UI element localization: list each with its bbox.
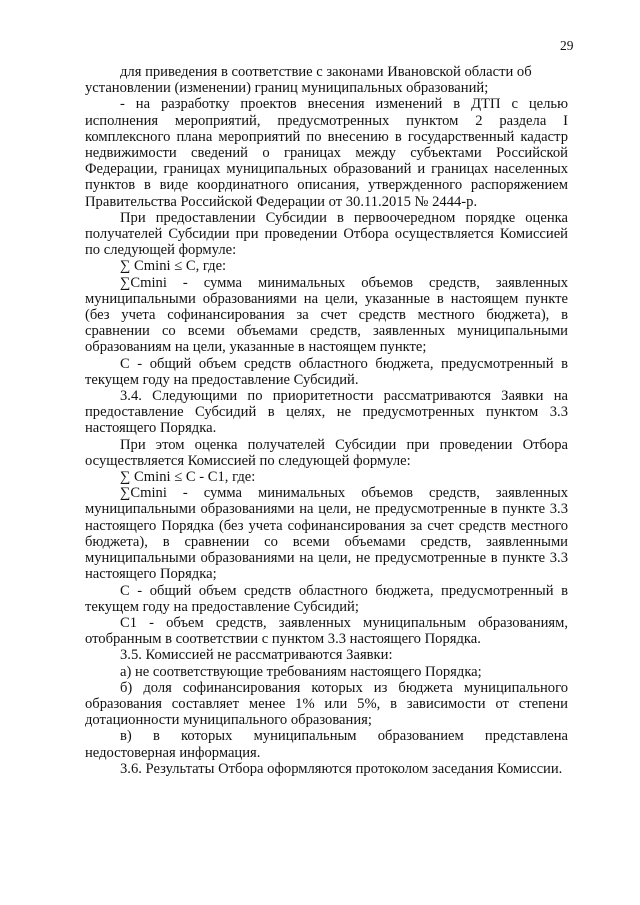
paragraph-5: ∑Cmini - сумма минимальных объемов средств, заявленных муниципальными образованиями на цели, указанные в настоящем пункте (без учета софинансирования за счет средств местного бюджета), в сравнении со всеми объемами средств, заявленных муниципальными образованиям на цели, указанные в настоящем пункте; <box>85 274 568 356</box>
paragraph-8: При этом оценка получателей Субсидии при проведении Отбора осуществляется Комиссией по следующей формуле: <box>85 436 568 469</box>
formula-2: ∑ Cmini ≤ C - C1, где: <box>120 469 256 486</box>
paragraph-6: C - общий объем средств областного бюджета, предусмотренный в текущем году на предоставление Субсидий. <box>85 355 568 388</box>
paragraph-12: C1 - объем средств, заявленных муниципальным образованиям, отобранным в соответствии с пунктом 3.3 настоящего Порядка. <box>85 614 568 648</box>
paragraph-10: ∑Cmini - сумма минимальных объемов средств, заявленных муниципальными образованиями на цели, не предусмотренные в пункте 3.3 настоящего Порядка (без учета софинансирования за счет средств местного бюджета), в сравнении со всеми объемами средств, заявленными муниципальными образованиями на цели, не предусмотренные в пункте 3.3 настоящего Порядка; <box>85 485 568 583</box>
paragraph-1-continuation: установлении (изменении) границ муниципальных образований; <box>85 80 489 97</box>
paragraph-15: б) доля софинансирования которых из бюджета муниципального образования составляет менее 1% или 5%, в зависимости от степени дотационности муниципального образования; <box>85 679 568 729</box>
paragraph-2: - на разработку проектов внесения изменений в ДТП с целью исполнения мероприятий, предусмотренных пунктом 2 раздела I комплексного плана мероприятий по внесению в государственный кадастр недвижимости сведений о границах между субъектами Российской Федерации, границах муниципальных образований и границах населенных пунктов в виде координатного описания, утвержденного распоряжением Правительства Российской Федерации от 30.11.2015 № 2444-р. <box>85 96 568 210</box>
paragraph-11: C - общий объем средств областного бюджета, предусмотренный в текущем году на предоставление Субсидий; <box>85 582 568 615</box>
document-body <box>85 64 568 777</box>
paragraph-17: 3.6. Результаты Отбора оформляются протоколом заседания Комиссии. <box>120 760 563 777</box>
paragraph-14: а) не соответствующие требованиям настоящего Порядка; <box>120 663 482 680</box>
paragraph-7: 3.4. Следующими по приоритетности рассматриваются Заявки на предоставление Субсидий в целях, не предусмотренных пунктом 3.3 настоящего Порядка. <box>85 388 568 437</box>
paragraph-3: При предоставлении Субсидии в первоочередном порядке оценка получателей Субсидии при проведении Отбора осуществляется Комиссией по следующей формуле: <box>85 209 568 259</box>
formula-1: ∑ Cmini ≤ C, где: <box>120 258 227 275</box>
paragraph-16: в) в которых муниципальным образованием представлена недостоверная информация. <box>85 728 568 761</box>
paragraph-1: для приведения в соответствие с законами Ивановской области об <box>120 64 532 80</box>
paragraph-13: 3.5. Комиссией не рассматриваются Заявки: <box>120 647 393 664</box>
page-number: 29 <box>560 38 574 53</box>
